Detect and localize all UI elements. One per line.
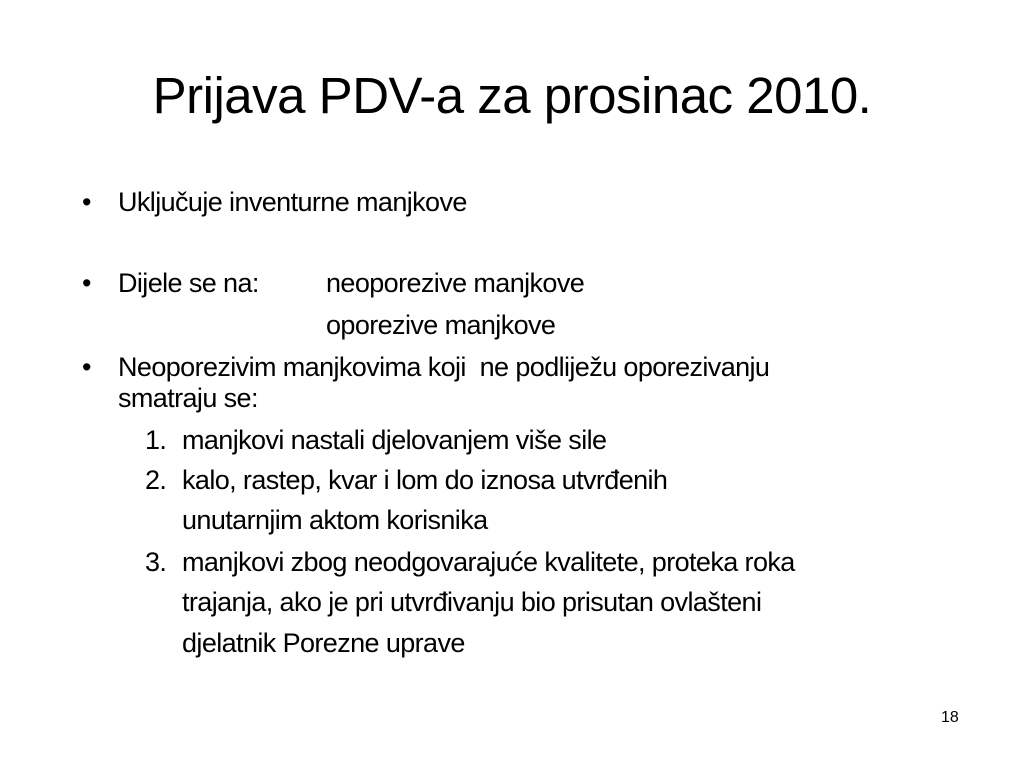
list-item: unutarnjim aktom korisnika — [182, 505, 488, 535]
list-item: manjkovi zbog neodgovarajuće kvalitete, proteka roka — [182, 547, 795, 577]
list-item: manjkovi nastali djelovanjem više sile — [182, 425, 607, 455]
sub-item: oporezive manjkove — [326, 310, 556, 340]
bullet-text: Dijele se na: — [118, 268, 259, 298]
page-number: 18 — [941, 709, 959, 726]
list-item: kalo, rastep, kvar i lom do iznosa utvrđenih — [182, 465, 668, 495]
list-number: 3. — [145, 547, 167, 577]
bullet-continuation: smatraju se: — [118, 383, 258, 413]
list-item: djelatnik Porezne uprave — [182, 628, 465, 658]
list-item: trajanja, ako je pri utvrđivanju bio prisutan ovlašteni — [182, 587, 762, 617]
bullet-text: Uključuje inventurne manjkove — [118, 187, 467, 217]
list-number: 2. — [145, 465, 167, 495]
sub-item: neoporezive manjkove — [326, 268, 585, 298]
bullet-icon: • — [82, 187, 92, 217]
list-number: 1. — [145, 425, 167, 455]
bullet-icon: • — [82, 268, 92, 298]
slide-title: Prijava PDV-a za prosinac 2010. — [152, 67, 872, 124]
bullet-icon: • — [82, 352, 92, 382]
bullet-text: Neoporezivim manjkovima koji ne podliježu oporezivanju — [118, 352, 770, 382]
